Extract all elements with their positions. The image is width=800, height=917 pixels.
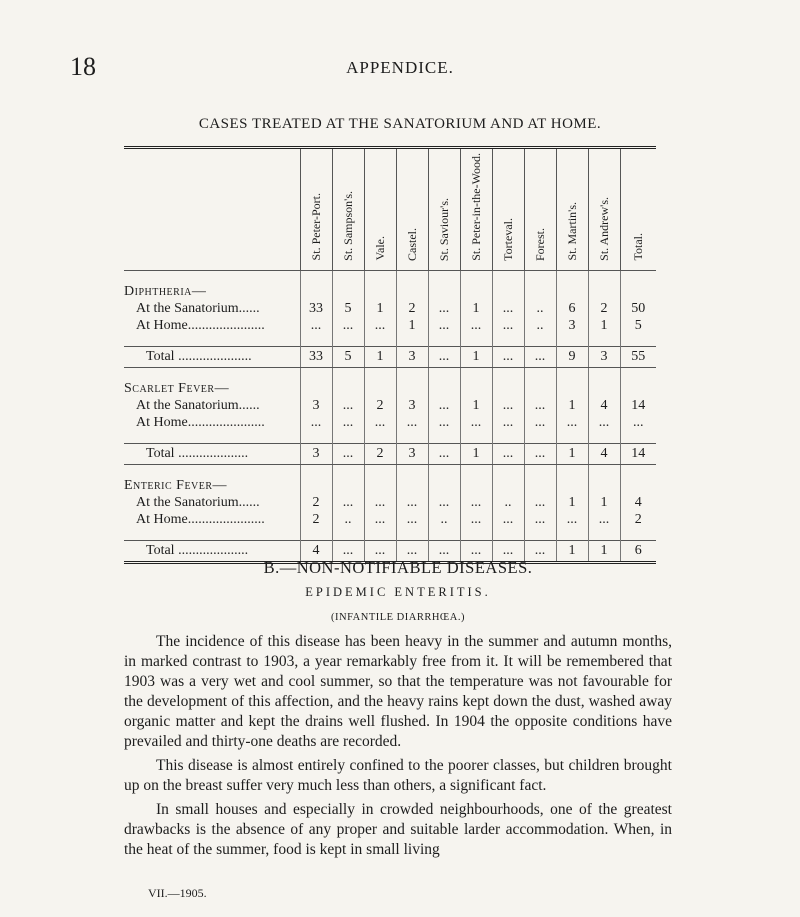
page-header [0,52,800,82]
table-cell [460,367,492,380]
table-row [124,397,656,414]
table-cell: ... [460,414,492,431]
table-cell: ... [524,346,556,367]
table-cell [428,334,460,347]
column-header-label: St. Andrew's. [596,196,611,261]
table-cell: ... [492,540,524,562]
table-cell [364,270,396,283]
table-cell [620,334,656,347]
row-label: Total ..................... [124,346,300,367]
row-label [124,270,300,283]
table-cell [300,477,332,494]
table-cell [396,270,428,283]
table-cell [460,464,492,477]
table-cell [364,334,396,347]
table-cell: ... [524,494,556,511]
table-cell [460,431,492,444]
table-cell: 2 [588,300,620,317]
table-cell: ... [364,511,396,528]
table-cell [492,464,524,477]
table-header-row [124,148,656,271]
table-cell [524,367,556,380]
table-cell: ... [524,511,556,528]
table-cell: 4 [588,397,620,414]
column-header [524,148,556,271]
table-cell [524,431,556,444]
table-cell: 3 [300,397,332,414]
table-cell: 2 [620,511,656,528]
table-cell: ... [396,511,428,528]
table-cell: ... [524,414,556,431]
column-header [300,148,332,271]
table-cell [492,431,524,444]
table-cell [524,477,556,494]
table-cell: 1 [588,540,620,562]
table-cell: ... [460,511,492,528]
table-cell [556,270,588,283]
table-cell: ... [524,397,556,414]
row-label: Diphtheria— [124,283,207,299]
table-cell: 1 [556,540,588,562]
table-corner [124,148,300,271]
table-cell: 14 [620,397,656,414]
table-cell [396,431,428,444]
table-cell: ... [556,511,588,528]
column-header [492,148,524,271]
table-cell: 4 [300,540,332,562]
table-cell [396,367,428,380]
table-cell: 1 [588,317,620,334]
table-cell [428,464,460,477]
table-cell [364,464,396,477]
table-cell: ... [396,494,428,511]
table-cell: 1 [588,494,620,511]
table-cell [428,528,460,541]
table-cell [428,380,460,397]
row-label: Enteric Fever— [124,477,228,493]
table-cell [300,270,332,283]
table-cell: ... [492,346,524,367]
table-cell: 55 [620,346,656,367]
table-cell [588,283,620,300]
table-cell: .. [524,300,556,317]
table-cell: 9 [556,346,588,367]
row-label [124,528,300,541]
signature-mark: VII.—1905. [148,886,207,900]
table-cell [460,380,492,397]
table-cell [428,431,460,444]
table-cell [492,380,524,397]
table-cell [620,380,656,397]
table-cell [396,528,428,541]
table-cell [620,283,656,300]
table-cell [588,528,620,541]
table-cell: 1 [556,443,588,464]
column-header [556,148,588,271]
table-cell: 2 [364,397,396,414]
table-cell: ... [588,511,620,528]
table-cell: ... [588,414,620,431]
table-cell: ... [524,540,556,562]
table-cell: 1 [460,397,492,414]
page-number: 18 [70,52,96,81]
table-cell: 2 [300,494,332,511]
table-cell [620,528,656,541]
table-cell: 33 [300,300,332,317]
table-cell [300,283,332,300]
table-cell [524,380,556,397]
table-cell [332,380,364,397]
table-cell: 14 [620,443,656,464]
table-cell [300,464,332,477]
table-cell: ... [524,443,556,464]
table-cell: ... [364,494,396,511]
table-cell [492,283,524,300]
table-cell [556,283,588,300]
paragraph: In small houses and especially in crowded neighbourhoods, one of the greatest drawbacks is the absence of any proper and suitable larder accommodation. When, in the heat of the summer, food is kept in small living [124,801,672,858]
table-cell: ... [332,414,364,431]
paragraph: The incidence of this disease has been heavy in the summer and autumn months, in marked contrast to 1903, a year remarkably free from it. It will be remembered that 1903 was a very wet and cool summer, so that the temperature was not favourable for the development of this affection, and the heavy rains kept down the dust, washed away organic matter and kept the drains well flushed. In 1904 the opposite conditions have prevailed and thirty-one deaths are recorded. [124,633,672,750]
total-row [124,443,656,464]
table-cell: 1 [460,443,492,464]
table-cell [428,283,460,300]
table-cell [332,270,364,283]
table-title: CASES TREATED AT THE SANATORIUM AND AT HOME. [198,116,602,132]
table-body [124,270,656,562]
table-cell [556,477,588,494]
table-cell: .. [492,494,524,511]
table-cell [460,334,492,347]
spacer-row [124,528,656,541]
table-cell [460,477,492,494]
column-header-label: St. Sampson's. [340,190,355,261]
column-header [620,148,656,271]
table-cell [620,431,656,444]
row-label: Total .................... [124,443,300,464]
table-cell [300,528,332,541]
table-cell: 3 [588,346,620,367]
row-label: At the Sanatorium...... [136,300,260,316]
table-cell: ... [492,300,524,317]
table-cell [364,380,396,397]
table-cell: ... [364,414,396,431]
table-cell [620,367,656,380]
table-cell: 5 [332,346,364,367]
table-cell [588,431,620,444]
table-cell: ... [492,397,524,414]
column-header [428,148,460,271]
table-cell: ... [620,414,656,431]
table-cell: 6 [556,300,588,317]
table-cell [332,334,364,347]
table-cell: ... [428,494,460,511]
table-cell [364,367,396,380]
table-cell: ... [428,443,460,464]
table-cell: ... [556,414,588,431]
table-cell: ... [396,540,428,562]
table-cell [460,270,492,283]
table-cell: ... [428,397,460,414]
table-cell [396,477,428,494]
table-cell [300,367,332,380]
table-cell [364,431,396,444]
table-cell [588,334,620,347]
table-cell: ... [364,317,396,334]
column-header [364,148,396,271]
row-label [124,431,300,444]
table-cell: ... [428,414,460,431]
table-cell [556,464,588,477]
table-cell [428,477,460,494]
spacer-row [124,334,656,347]
paragraph: This disease is almost entirely confined to the poorer classes, but children brought up on the breast suffer very much less than others, a significant fact. [124,757,672,794]
table-cell: ... [492,317,524,334]
table-cell: ... [332,317,364,334]
table-cell: ... [332,397,364,414]
table-cell [364,477,396,494]
column-header-label: Vale. [372,236,387,261]
table-cell: 4 [588,443,620,464]
table-cell: ... [492,511,524,528]
table-cell [396,283,428,300]
table-cell [428,367,460,380]
table-cell [588,380,620,397]
table-cell: 3 [396,443,428,464]
table-cell: 2 [364,443,396,464]
table-cell [556,431,588,444]
table-cell: ... [364,540,396,562]
body-text [124,558,672,860]
table-cell [364,283,396,300]
table-cell [300,334,332,347]
table-cell: ... [396,414,428,431]
column-header [588,148,620,271]
table-cell: 5 [332,300,364,317]
table-cell [492,477,524,494]
table-cell [556,380,588,397]
table-cell: ... [460,494,492,511]
table-cell [332,477,364,494]
table-cell [492,528,524,541]
table-cell: 33 [300,346,332,367]
section-title-row [124,477,656,494]
table-cell [396,380,428,397]
table-cell [492,334,524,347]
column-header-label: Total. [630,233,645,261]
table-cell: 6 [620,540,656,562]
table-cell: 1 [460,346,492,367]
table-cell [332,431,364,444]
table-cell [332,528,364,541]
subsubheading: (INFANTILE DIARRHŒA.) [331,612,465,623]
column-header-label: St. Peter-in-the-Wood. [468,153,483,261]
row-label: At Home...................... [136,511,265,527]
table-cell: ... [428,540,460,562]
table-cell: 2 [300,511,332,528]
column-header-label: Castel. [404,227,419,261]
table-cell: ... [332,443,364,464]
table-cell: 50 [620,300,656,317]
running-head: APPENDICE. [346,58,454,77]
table-cell: 1 [396,317,428,334]
row-label: At the Sanatorium...... [136,494,260,510]
table-cell: 4 [620,494,656,511]
table-cell [460,528,492,541]
table-cell [524,334,556,347]
row-label [124,334,300,347]
row-label [124,464,300,477]
table-cell [460,283,492,300]
column-header-label: St. Peter-Port. [308,193,323,261]
table-cell [588,367,620,380]
table-cell: .. [428,511,460,528]
table-cell: ... [460,540,492,562]
table-cell [492,270,524,283]
table-cell: 3 [300,443,332,464]
table-cell [492,367,524,380]
table-cell: .. [524,317,556,334]
table-cell: ... [460,317,492,334]
table-cell: 1 [556,494,588,511]
section-heading: B.—NON-NOTIFIABLE DISEASES. [263,558,533,577]
spacer-row [124,431,656,444]
table-cell [428,270,460,283]
table-cell [620,477,656,494]
row-label: At the Sanatorium...... [136,397,260,413]
table-cell [332,464,364,477]
table-cell: 1 [364,300,396,317]
table-cell: 1 [364,346,396,367]
column-header [332,148,364,271]
spacer-row [124,367,656,380]
table-cell: ... [428,346,460,367]
column-header-label: Torteval. [500,217,515,261]
table-cell: 1 [556,397,588,414]
table-cell [556,334,588,347]
table-cell [396,334,428,347]
row-label [124,367,300,380]
table-cell: 3 [396,397,428,414]
table-cell: 1 [460,300,492,317]
table-cell: ... [332,540,364,562]
column-header-label: St. Saviour's. [436,197,451,261]
table-row [124,317,656,334]
table-cell [620,270,656,283]
table-cell: ... [300,317,332,334]
table-cell: 3 [556,317,588,334]
table-cell: ... [428,300,460,317]
row-label: Scarlet Fever— [124,380,230,396]
table-row [124,300,656,317]
table-cell [300,431,332,444]
section-title-row [124,380,656,397]
row-label: At Home...................... [136,414,265,430]
table-cell: ... [300,414,332,431]
row-label: At Home...................... [136,317,265,333]
table-cell [332,283,364,300]
column-header-label: Forest. [532,227,547,261]
spacer-row [124,270,656,283]
table-cell [524,283,556,300]
table-cell [556,367,588,380]
column-header-label: St. Martin's. [564,202,579,261]
table-row [124,494,656,511]
table-cell [620,464,656,477]
table-cell [364,528,396,541]
table-cell [524,464,556,477]
total-row [124,346,656,367]
table-cell [588,270,620,283]
table-cell: ... [332,494,364,511]
subheading: EPIDEMIC ENTERITIS. [305,585,491,599]
table-cell [332,367,364,380]
column-header [396,148,428,271]
table-cell [300,380,332,397]
table-cell: .. [332,511,364,528]
table-row [124,414,656,431]
table-cell: ... [428,317,460,334]
table-row [124,511,656,528]
section-title-row [124,283,656,300]
table-cell [396,464,428,477]
table-cell [588,477,620,494]
table-cell: 5 [620,317,656,334]
table-cell [524,270,556,283]
row-label: Total .................... [124,540,300,562]
table-cell: ... [492,443,524,464]
cases-table [124,146,656,564]
spacer-row [124,464,656,477]
table-cell [524,528,556,541]
column-header [460,148,492,271]
table-cell [556,528,588,541]
table-cell [588,464,620,477]
table-cell: ... [492,414,524,431]
table-cell: 2 [396,300,428,317]
table-cell: 3 [396,346,428,367]
